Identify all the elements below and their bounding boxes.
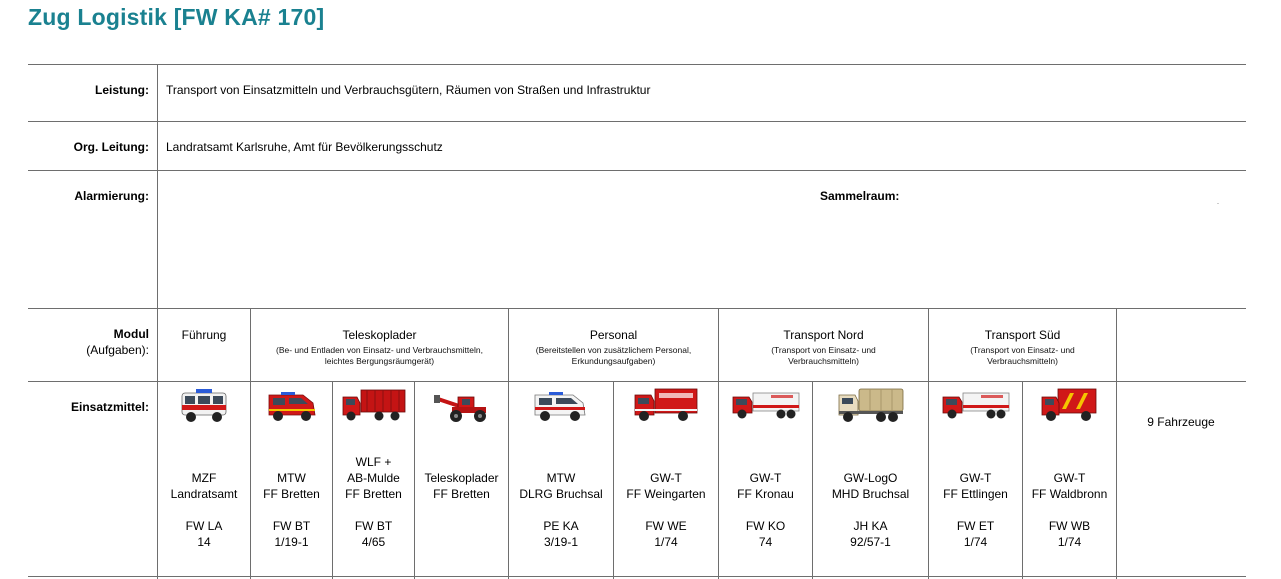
gwt-truck-icon	[731, 385, 801, 423]
unit-type-line: FF Bretten	[345, 487, 402, 501]
unit-type-line: GW-T	[1053, 471, 1086, 485]
unit-mtw-bretten	[251, 382, 332, 577]
unit-type	[719, 454, 812, 502]
module-description-line: (Be- und Entladen von Einsatz- und Verbrauchsmitteln,	[276, 345, 483, 355]
unit-callsign-line: 1/19-1	[274, 535, 309, 549]
module-fuehrung	[158, 318, 250, 343]
unit-callsign-line: 3/19-1	[543, 535, 579, 549]
unit-gwt-waldbronn	[1023, 382, 1116, 577]
module-transport-sued	[929, 318, 1116, 367]
unit-gwt-ettlingen	[929, 382, 1022, 577]
module-description-line: leichtes Bergungsräumgerät)	[324, 356, 435, 366]
mtw-icon	[263, 385, 321, 425]
unit-callsign-line: JH KA	[853, 519, 888, 533]
unit-type-line: GW-T	[959, 471, 992, 485]
unit-gwt-weingarten	[614, 382, 718, 577]
module-description	[251, 345, 508, 367]
module-description	[509, 345, 718, 367]
unit-type-line	[1023, 454, 1116, 470]
unit-type-line: MTW	[546, 471, 576, 485]
unit-type	[1023, 454, 1116, 502]
telehandler-icon	[432, 385, 492, 425]
unit-type	[158, 454, 250, 502]
module-name: Führung	[181, 328, 227, 342]
sammelraum-label: Sammelraum:	[820, 189, 900, 203]
unit-type-line: GW-LogO	[843, 471, 898, 485]
row-divider	[28, 170, 1246, 171]
gwt-box-icon	[633, 385, 699, 425]
unit-type-line: WLF +	[355, 455, 392, 469]
modul-sublabel: (Aufgaben):	[86, 343, 149, 357]
unit-type-line	[251, 454, 332, 470]
module-description	[719, 345, 928, 367]
leistung-value: Transport von Einsatzmitteln und Verbrauchsgütern, Räumen von Straßen und Infrastruktur	[166, 83, 651, 97]
module-name: Teleskoplader	[342, 328, 417, 342]
modul-label	[28, 326, 149, 358]
unit-type-line: FF Waldbronn	[1031, 487, 1108, 501]
page-title: Zug Logistik [FW KA# 170]	[28, 4, 325, 30]
unit-callsign-line: FW BT	[272, 519, 311, 533]
unit-type-line: AB-Mulde	[347, 471, 400, 485]
unit-type-line: GW-T	[650, 471, 682, 485]
unit-callsign-line: FW WB	[1048, 519, 1091, 533]
unit-callsign	[614, 518, 718, 550]
unit-type	[929, 454, 1022, 502]
org-leitung-value: Landratsamt Karlsruhe, Amt für Bevölkerungsschutz	[166, 140, 443, 154]
unit-callsign-line: FW ET	[956, 519, 995, 533]
unit-callsign-line: 92/57-1	[850, 535, 891, 549]
unit-teleskoplader-bretten	[415, 382, 508, 577]
unit-type	[614, 454, 718, 502]
module-description-line: Erkundungsaufgaben)	[571, 356, 656, 366]
unit-type-line: FF Bretten	[433, 487, 490, 501]
unit-type-line: FF Weingarten	[626, 487, 706, 501]
module-transport-nord	[719, 318, 928, 367]
unit-callsign	[158, 518, 250, 550]
unit-type-line	[719, 454, 812, 470]
unit-mzf-landratsamt	[158, 382, 250, 577]
module-description-line: (Bereitstellen von zusätzlichem Personal,	[535, 345, 692, 355]
org-leitung-label: Org. Leitung:	[73, 140, 149, 154]
unit-type-line	[509, 454, 613, 470]
module-personal	[509, 318, 718, 367]
unit-type	[813, 454, 928, 502]
unit-type-line	[929, 454, 1022, 470]
module-description	[929, 345, 1116, 367]
module-name: Personal	[589, 328, 638, 342]
einsatzmittel-label: Einsatzmittel:	[70, 400, 149, 414]
row-divider	[28, 308, 1246, 309]
unit-callsign-line: 1/74	[654, 535, 678, 549]
stray-mark	[1217, 203, 1219, 204]
unit-callsign	[929, 518, 1022, 550]
unit-callsign	[251, 518, 332, 550]
unit-type	[415, 454, 508, 502]
gwt-van-icon	[1040, 385, 1100, 425]
leistung-label: Leistung:	[95, 83, 149, 97]
unit-type-line	[158, 454, 250, 470]
unit-type-line: GW-T	[749, 471, 782, 485]
unit-type-line: FF Bretten	[263, 487, 320, 501]
unit-type	[251, 454, 332, 502]
modul-label-text: Modul	[113, 327, 149, 341]
unit-callsign-line: PE KA	[543, 519, 579, 533]
unit-type-line: FF Ettlingen	[943, 487, 1008, 501]
unit-callsign-line: FW KO	[745, 519, 786, 533]
module-description-line: Verbrauchsmitteln)	[987, 356, 1058, 366]
unit-type-line	[813, 454, 928, 470]
module-name: Transport Nord	[783, 328, 864, 342]
unit-callsign	[719, 518, 812, 550]
unit-type	[333, 454, 414, 502]
module-description-line: Verbrauchsmitteln)	[788, 356, 859, 366]
unit-callsign-line: 14	[197, 535, 211, 549]
unit-type	[509, 454, 613, 502]
unit-callsign	[1023, 518, 1116, 550]
unit-type-line	[614, 454, 718, 470]
mtw-white-icon	[531, 385, 591, 425]
table-top-border	[28, 64, 1246, 65]
unit-callsign-line: 1/74	[963, 535, 988, 549]
unit-callsign-line: FW BT	[354, 519, 393, 533]
module-name: Transport Süd	[984, 328, 1061, 342]
unit-type-line: FF Kronau	[737, 487, 794, 501]
unit-gwt-kronau	[719, 382, 812, 577]
unit-callsign-line: 4/65	[361, 535, 386, 549]
unit-callsign-line: 1/74	[1057, 535, 1082, 549]
unit-callsign	[509, 518, 613, 550]
unit-callsign-line: FW LA	[185, 519, 223, 533]
unit-type-line: Teleskoplader	[424, 471, 499, 485]
alarmierung-label: Alarmierung:	[74, 189, 149, 203]
unit-type-line: MTW	[277, 471, 306, 485]
module-description-line: (Transport von Einsatz- und	[970, 345, 1075, 355]
mzf-icon	[174, 385, 234, 427]
gw-logo-icon	[837, 385, 905, 425]
unit-type-line: MHD Bruchsal	[831, 487, 910, 501]
unit-type-line: Landratsamt	[170, 487, 238, 501]
unit-type-line: DLRG Bruchsal	[519, 487, 603, 501]
unit-callsign-line: FW WE	[645, 519, 687, 533]
unit-wlf-bretten	[333, 382, 414, 577]
row-divider	[28, 121, 1246, 122]
unit-type-line	[415, 454, 508, 470]
module-teleskoplader	[251, 318, 508, 367]
gwt-truck-icon	[941, 385, 1011, 423]
unit-gw-logo-bruchsal	[813, 382, 928, 577]
unit-type-line: MZF	[191, 471, 217, 485]
module-description-line: (Transport von Einsatz- und	[771, 345, 876, 355]
vehicle-count: 9 Fahrzeuge	[1147, 415, 1215, 429]
unit-callsign	[333, 518, 414, 550]
wlf-icon	[341, 385, 407, 425]
unit-callsign-line: 74	[758, 535, 773, 549]
unit-callsign	[813, 518, 928, 550]
column-divider	[1116, 308, 1117, 579]
unit-mtw-dlrg-bruchsal	[509, 382, 613, 577]
